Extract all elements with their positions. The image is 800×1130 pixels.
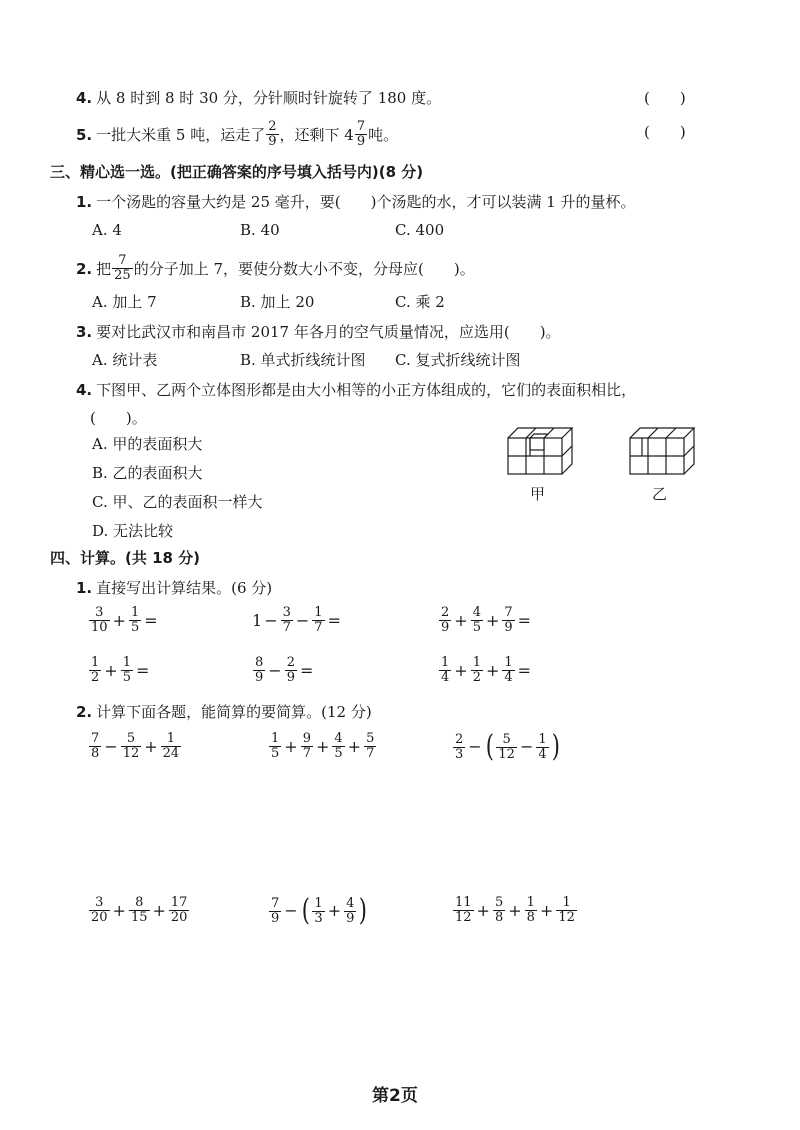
judge-q4-answer-bracket[interactable]: ( ) [644, 89, 686, 107]
judge-q4: 4. 从 8 时到 8 时 30 分，分针顺时针旋转了 180 度。 [76, 89, 442, 107]
calc-2d: $\frac{3}{20}$ + $\frac{8}{15}$ + $\frac{17}{20}$ [91, 895, 188, 925]
s3-q4-option-c[interactable]: C. 甲、乙的表面积一样大 [92, 493, 263, 511]
s3-q2-option-b[interactable]: B. 加上 20 [240, 293, 315, 311]
s3-q1-option-c[interactable]: C. 400 [395, 221, 445, 239]
s3-q2-option-c[interactable]: C. 乘 2 [395, 293, 445, 311]
figure-jia-cubes [506, 424, 576, 476]
fraction: $\frac{2}{9}$ [268, 119, 277, 149]
calc-2f: $\frac{11}{12}$ + $\frac{5}{8}$ + $\frac{1}{8}$ + $\frac{1}{12}$ [455, 895, 575, 925]
calc-2c: $\frac{2}{3}$ − ( $\frac{5}{12}$ − $\frac{1}{4}$ ) [455, 729, 560, 764]
judge-q5: 5. 一批大米重 5 吨，运走了 $\frac{2}{9}$ ，还剩下 4 $\frac{7}{9}$ 吨。 [76, 119, 399, 149]
s3-q4-option-d[interactable]: D. 无法比较 [92, 522, 174, 540]
cube-stack-yi [628, 424, 698, 476]
s3-q3-option-c[interactable]: C. 复式折线统计图 [395, 351, 521, 369]
figure-yi-cubes [628, 424, 698, 476]
s3-q2-option-a[interactable]: A. 加上 7 [92, 293, 157, 311]
s3-q1: 1. 一个汤匙的容量大约是 25 毫升，要( )个汤匙的水，才可以装满 1 升的量杯。 [76, 193, 636, 211]
calc-1b: 1 − $\frac{3}{7}$ − $\frac{1}{7}$ = [252, 605, 341, 635]
cube-stack-jia [506, 424, 576, 476]
calc-2e: $\frac{7}{9}$ − ( $\frac{1}{3}$ + $\frac{4}{9}$ ) [271, 893, 368, 928]
section4-title: 四、计算。(共 18 分) [50, 549, 201, 567]
s3-q3-option-a[interactable]: A. 统计表 [92, 351, 158, 369]
calc-1e: $\frac{8}{9}$ − $\frac{2}{9}$ = [255, 655, 314, 685]
s4-part1: 1. 直接写出计算结果。(6 分) [76, 579, 273, 597]
s3-q4-option-a[interactable]: A. 甲的表面积大 [92, 435, 203, 453]
calc-2a: $\frac{7}{8}$ − $\frac{5}{12}$ + $\frac{1}{24}$ [91, 731, 180, 761]
calc-1d: $\frac{1}{2}$ + $\frac{1}{5}$ = [91, 655, 150, 685]
calc-1f: $\frac{1}{4}$ + $\frac{1}{2}$ + $\frac{1}{4}$ = [441, 655, 532, 685]
section3-title: 三、精心选一选。(把正确答案的序号填入括号内)(8 分) [50, 163, 424, 181]
s3-q3-option-b[interactable]: B. 单式折线统计图 [240, 351, 366, 369]
s3-q3: 3. 要对比武汉市和南昌市 2017 年各月的空气质量情况，应选用( )。 [76, 323, 561, 341]
s3-q1-option-a[interactable]: A. 4 [92, 221, 122, 239]
calc-2b: $\frac{1}{5}$ + $\frac{9}{7}$ + $\frac{4}{5}$ + $\frac{5}{7}$ [271, 731, 375, 761]
fraction: $\frac{7}{9}$ [356, 119, 366, 149]
s3-q4: 4. 下图甲、乙两个立体图形都是由大小相等的小正方体组成的，它们的表面积相比， [76, 381, 637, 399]
page-number: 第2页 [372, 1086, 418, 1106]
figure-label-jia: 甲 [530, 485, 546, 503]
calc-1c: $\frac{2}{9}$ + $\frac{4}{5}$ + $\frac{7}{9}$ = [441, 605, 532, 635]
calc-1a: $\frac{3}{10}$ + $\frac{1}{5}$ = [91, 605, 158, 635]
s3-q1-option-b[interactable]: B. 40 [240, 221, 280, 239]
s4-part2: 2. 计算下面各题，能简算的要简算。(12 分) [76, 703, 372, 721]
s3-q2: 2. 把 $\frac{7}{25}$ 的分子加上 7，要使分数大小不变，分母应( )。 [76, 253, 475, 283]
figure-label-yi: 乙 [652, 485, 668, 503]
s3-q4-option-b[interactable]: B. 乙的表面积大 [92, 464, 203, 482]
judge-q5-answer-bracket[interactable]: ( ) [644, 123, 686, 141]
s3-q4-bracket[interactable]: ( )。 [90, 409, 147, 427]
fraction: $\frac{7}{25}$ [114, 253, 131, 283]
